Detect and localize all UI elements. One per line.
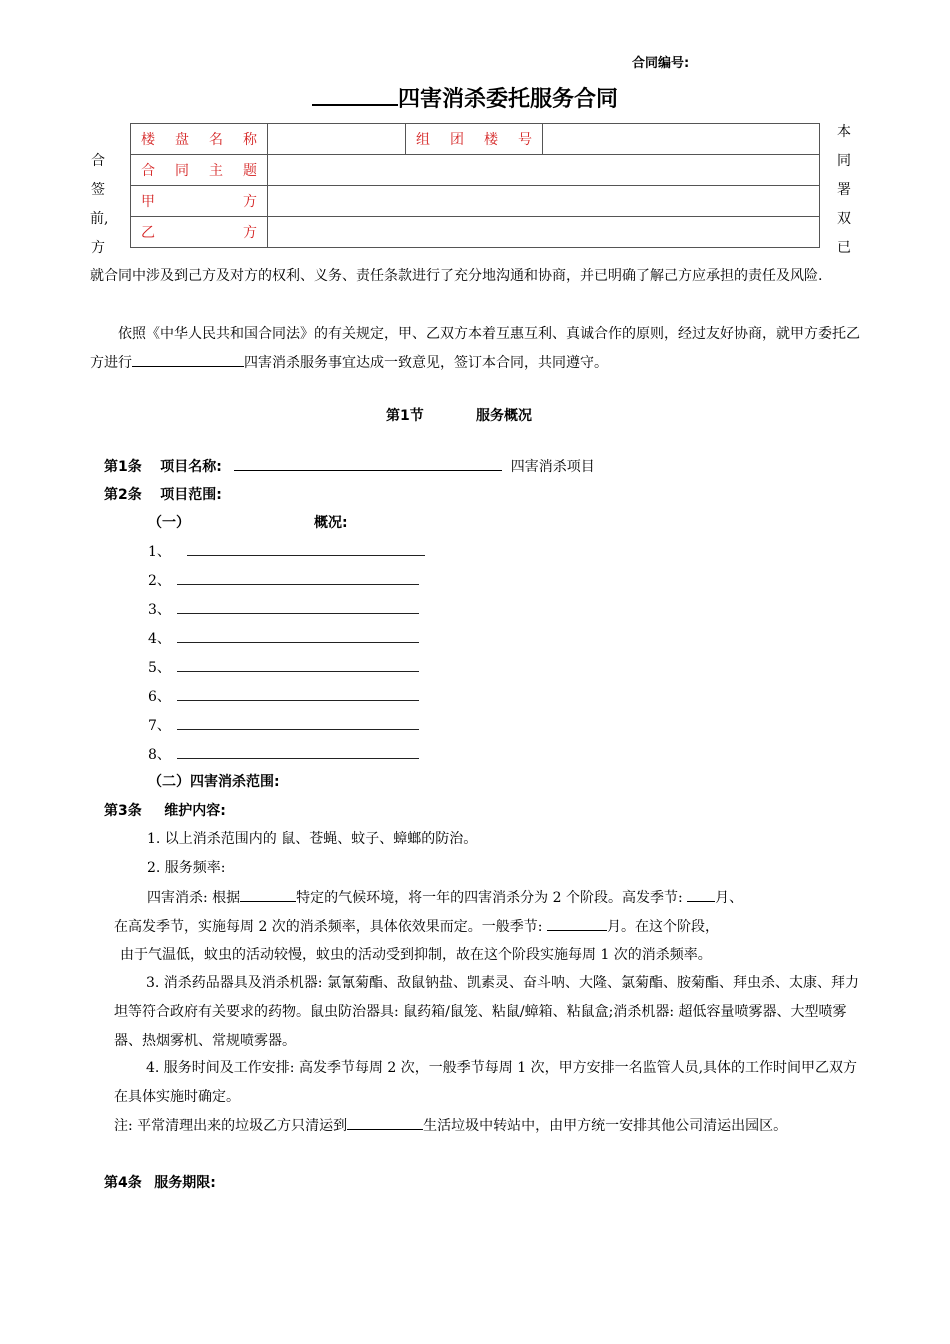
item-blank-field[interactable] (177, 602, 419, 614)
label-char: 称 (243, 132, 257, 148)
side-char: 合 (91, 153, 105, 169)
list-item (148, 659, 419, 677)
article-4 (104, 1174, 216, 1192)
note-paragraph (114, 1112, 869, 1141)
sub-section-2: （二）四害消杀范围: (148, 774, 280, 790)
intro-paragraph-1: 就合同中涉及到己方及对方的权利、义务、责任条款进行了充分地沟通和协商，并已明确了解己方应承担的责任及风险. (90, 268, 823, 284)
item-number: 1、 (148, 544, 171, 560)
contract-subject-label (131, 155, 268, 186)
side-char: 签 (91, 182, 105, 198)
maintenance-item-1: 1. 以上消杀范围内的 鼠、苍蝇、蚊子、蟑螂的防治。 (147, 831, 478, 847)
item-blank-field[interactable] (177, 660, 419, 672)
label-char: 主 (209, 163, 223, 179)
label-char: 方 (243, 225, 257, 241)
label-char: 题 (243, 163, 257, 179)
list-item (148, 572, 419, 590)
label-char: 甲 (141, 194, 155, 210)
contract-number-label: 合同编号: (632, 56, 690, 71)
label-char: 方 (243, 194, 257, 210)
article-1 (104, 457, 595, 476)
contract-info-table (130, 123, 820, 248)
table-row-party-a (131, 186, 820, 217)
article-2 (104, 486, 222, 504)
side-char: 已 (837, 240, 851, 256)
sub-section-label: 概况: (314, 515, 348, 531)
item-blank-field[interactable] (177, 573, 419, 585)
item-blank-field[interactable] (177, 718, 419, 730)
label-char: 名 (209, 132, 223, 148)
transfer-station-blank-field[interactable] (347, 1116, 423, 1130)
item-number: 8、 (148, 747, 171, 763)
note-text: 生活垃圾中转站中，由甲方统一安排其他公司清运出园区。 (423, 1118, 788, 1134)
article-3 (104, 802, 226, 820)
sub-section-number: （一） (148, 515, 190, 531)
project-name-field[interactable] (234, 457, 502, 471)
label-char: 组 (416, 132, 430, 148)
right-side-text (836, 118, 852, 263)
property-name-label (131, 124, 268, 155)
frequency-line-1 (147, 888, 743, 907)
article-label: 维护内容: (164, 803, 226, 819)
peak-month-blank-field[interactable] (687, 888, 715, 902)
project-name-suffix: 四害消杀项目 (510, 459, 595, 475)
item-blank-field[interactable] (177, 747, 419, 759)
side-char: 前, (90, 211, 109, 227)
table-row-property (131, 124, 820, 155)
list-item (148, 630, 419, 648)
item-number: 2、 (148, 573, 171, 589)
title-text: 四害消杀委托服务合同 (398, 87, 619, 112)
contract-subject-field[interactable] (268, 155, 820, 186)
list-item (148, 543, 425, 561)
label-char: 同 (175, 163, 189, 179)
intro-text: 四害消杀服务事宜达成一致意见，签订本合同，共同遵守。 (244, 355, 608, 371)
title-blank-field[interactable] (312, 84, 398, 106)
freq-text: 在高发季节，实施每周 2 次的消杀频率，具体依效果而定。一般季节: (114, 919, 543, 935)
list-item (148, 688, 419, 706)
intro-text: 依照《中华人民共和国合同法》的有关规定，甲、乙双方本着互惠互利、真诚合作的原则，经过友好协商，就甲方委托乙方进行 (90, 326, 860, 371)
freq-text: 月、 (715, 890, 744, 906)
table-row-party-b (131, 217, 820, 248)
side-char: 双 (837, 211, 851, 227)
item-number: 7、 (148, 718, 171, 734)
side-char: 同 (837, 153, 851, 169)
table-row-subject (131, 155, 820, 186)
intro-paragraph-2 (90, 320, 862, 378)
label-char: 号 (518, 132, 532, 148)
item-blank-field[interactable] (177, 689, 419, 701)
party-b-field[interactable] (268, 217, 820, 248)
label-char: 乙 (141, 225, 155, 241)
service-blank-field[interactable] (132, 353, 244, 367)
item-number: 6、 (148, 689, 171, 705)
maintenance-item-2: 2. 服务频率: (147, 860, 226, 876)
article-number: 第3条 (104, 803, 142, 819)
item-blank-field[interactable] (177, 631, 419, 643)
item-number: 3、 (148, 602, 171, 618)
freq-text: 月。在这个阶段， (606, 919, 719, 935)
article-number: 第1条 (104, 459, 142, 475)
list-item (148, 717, 419, 735)
label-char: 盘 (175, 132, 189, 148)
article-label: 项目范围: (160, 487, 222, 503)
party-b-label (131, 217, 268, 248)
building-number-label (406, 124, 543, 155)
list-item (148, 746, 419, 764)
region-blank-field[interactable] (240, 888, 296, 902)
frequency-line-2 (114, 917, 719, 936)
label-char: 团 (450, 132, 464, 148)
article-number: 第2条 (104, 487, 142, 503)
maintenance-item-4: 4. 服务时间及工作安排: 高发季节每周 2 次，一般季节每周 1 次，甲方安排一名监管人员,具体的工作时间甲乙双方在具体实施时确定。 (114, 1060, 858, 1105)
label-char: 楼 (141, 132, 155, 148)
side-char: 方 (91, 240, 105, 256)
section-number: 第1节 (386, 408, 424, 424)
freq-text: 特定的气候环境，将一年的四害消杀分为 2 个阶段。高发季节: (296, 890, 683, 906)
party-a-label (131, 186, 268, 217)
list-item (148, 601, 419, 619)
side-char: 署 (837, 182, 851, 198)
item-blank-field[interactable] (187, 544, 425, 556)
item-number: 5、 (148, 660, 171, 676)
article-label: 项目名称: (160, 459, 222, 475)
left-side-text (90, 147, 109, 263)
label-char: 合 (141, 163, 155, 179)
party-a-field[interactable] (268, 186, 820, 217)
item-number: 4、 (148, 631, 171, 647)
label-char: 楼 (484, 132, 498, 148)
section-title: 服务概况 (476, 408, 532, 424)
article-label: 服务期限: (154, 1175, 216, 1191)
normal-month-blank-field[interactable] (547, 917, 607, 931)
property-name-field[interactable] (268, 124, 406, 155)
maintenance-item-3: 3. 消杀药品器具及消杀机器: 氯氰菊酯、敌鼠钠盐、凯素灵、奋斗呐、大隆、氯菊酯、胺菊酯、拜虫杀、太康、拜力坦等符合政府有关要求的药物。鼠虫防治器具: 鼠药箱/鼠笼、粘鼠/蟑箱、粘鼠盒;消杀机器: 超低容量喷雾器、大型喷雾器、热烟雾机、常规喷雾器。 (114, 975, 859, 1049)
article-number: 第4条 (104, 1175, 142, 1191)
frequency-line-3: 由于气温低，蚊虫的活动较慢，蚊虫的活动受到抑制，故在这个阶段实施每周 1 次的消杀频率。 (120, 947, 712, 963)
freq-text: 四害消杀: 根据 (147, 890, 241, 906)
side-char: 本 (837, 124, 851, 140)
note-text: 注: 平常清理出来的垃圾乙方只清运到 (114, 1118, 348, 1134)
page-title (312, 84, 618, 114)
building-number-field[interactable] (543, 124, 820, 155)
